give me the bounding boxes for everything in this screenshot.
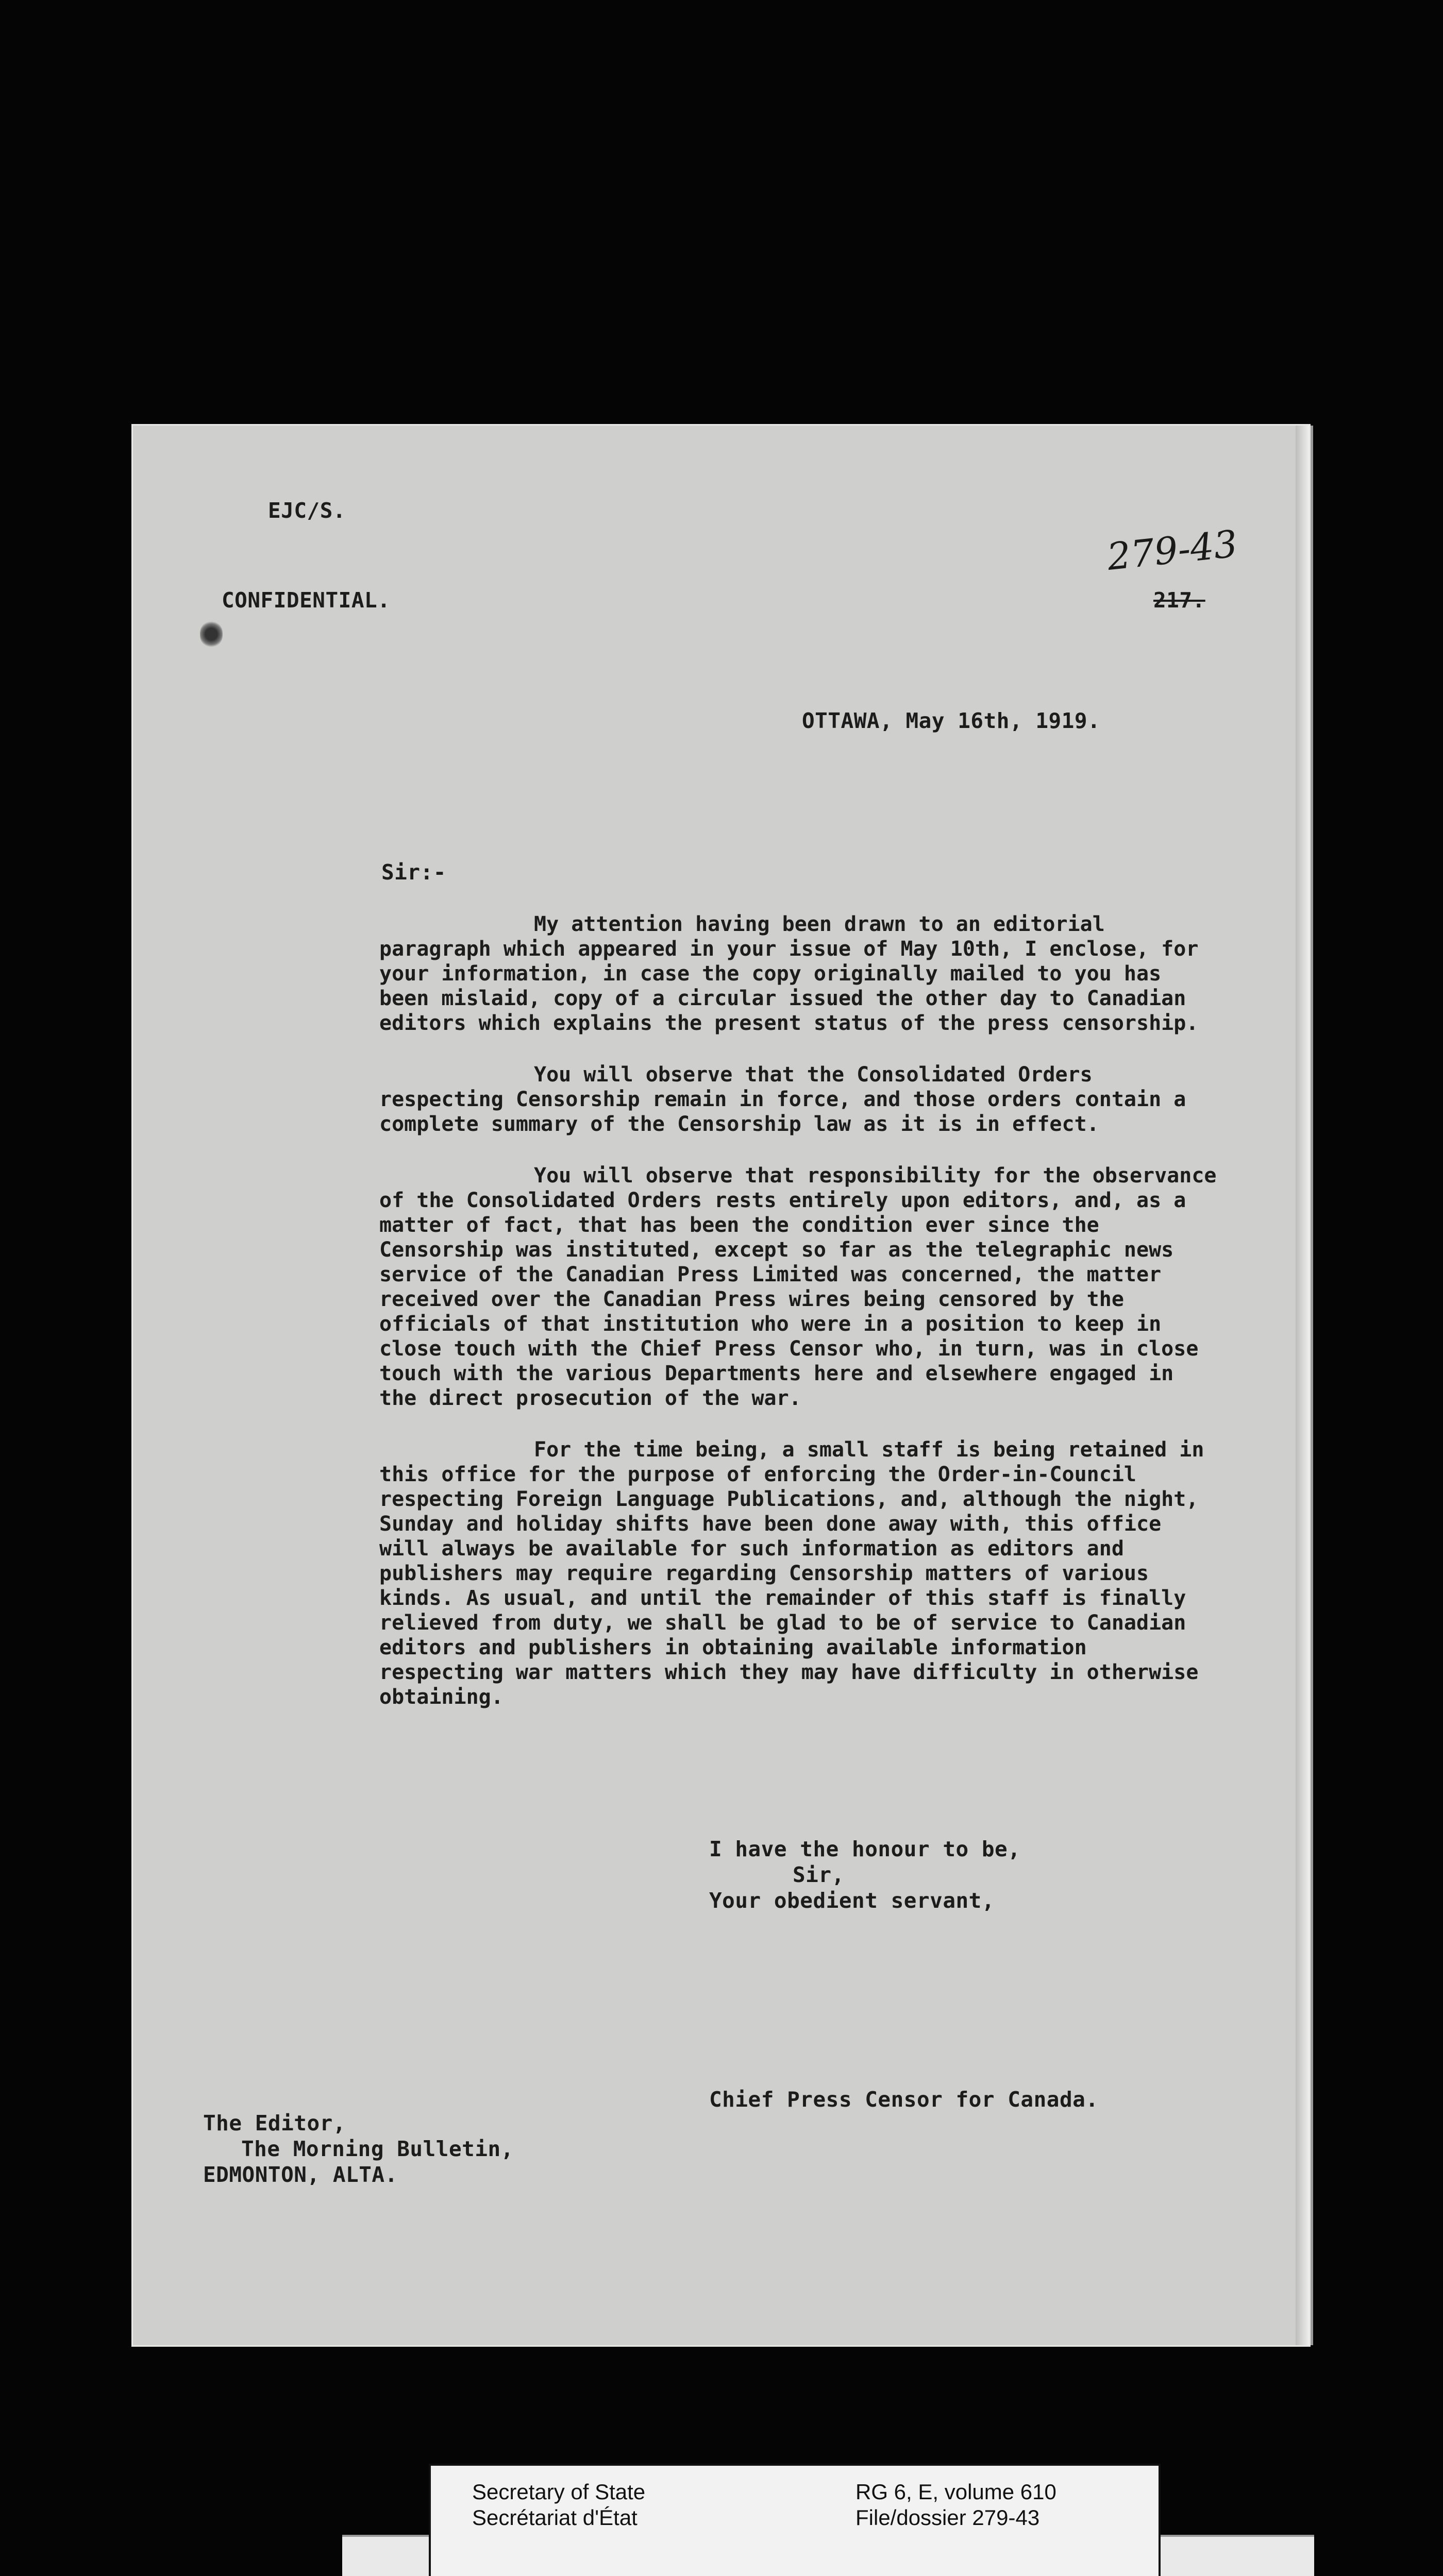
label-file: File/dossier 279-43 xyxy=(855,2505,1040,2530)
label-dept-en: Secretary of State xyxy=(472,2480,646,2504)
letter-body xyxy=(379,912,1219,1736)
reference-initials: EJC/S. xyxy=(268,498,346,523)
paragraph-4: For the time being, a small staff is being retained in this office for the purpose of enforcing the Order-in-Council respecting Foreign Language Publications, and, although the night, Sunday and holiday shifts have been done away with, this office will always be available for such information as editors and publishers may require regarding Censorship matters of various kinds. As usual, and until the remainder of this staff is finally relieved from duty, we shall be glad to be of service to Canadian editors and publishers in obtaining available information respecting war matters which they may have difficulty in otherwise obtaining. xyxy=(379,1438,1204,1709)
paragraph-3: You will observe that responsibility for the observance of the Consolidated Orders rests entirely upon editors, and, as a matter of fact, that has been the condition ever since the Censorship was instituted, except so far as the telegraphic news service of the Canadian Press Limited was concerned, the matter received over the Canadian Press wires being censored by the officials of that institution who were in a position to keep in close touch with the Chief Press Censor who, in turn, was in close touch with the various Departments here and elsewhere engaged in the direct prosecution of the war. xyxy=(379,1164,1217,1410)
salutation: Sir:- xyxy=(381,860,446,885)
closing-line-3: Your obedient servant, xyxy=(709,1888,995,1913)
addressee-line-1: The Editor, xyxy=(203,2111,346,2136)
closing-line-1: I have the honour to be, xyxy=(709,1837,1021,1861)
paragraph-2: You will observe that the Consolidated Orders respecting Censorship remain in force, and those orders contain a complete summary of the Censorship law as it is in effect. xyxy=(379,1063,1186,1136)
archive-label xyxy=(429,2464,1161,2576)
handwritten-file-number: 279-43 xyxy=(1105,521,1240,579)
label-dept-fr: Secrétariat d'État xyxy=(472,2505,637,2530)
closing-line-2: Sir, xyxy=(793,1862,845,1887)
typed-file-number: 217. xyxy=(1153,588,1205,613)
paragraph-1: My attention having been drawn to an editorial paragraph which appeared in your issue of May 10th, I enclose, for your information, in case the copy originally mailed to you has been mislaid, copy of a circular issued the other day to Canadian editors which explains the present status of the press censorship. xyxy=(379,912,1199,1035)
confidential-heading: CONFIDENTIAL. xyxy=(222,588,391,613)
dateline: OTTAWA, May 16th, 1919. xyxy=(802,708,1101,733)
ink-smudge xyxy=(200,621,223,647)
letter-page xyxy=(133,426,1309,2345)
addressee-line-2: The Morning Bulletin, xyxy=(241,2137,514,2161)
label-reference: RG 6, E, volume 610 xyxy=(855,2480,1056,2504)
signature-title: Chief Press Censor for Canada. xyxy=(709,2087,1099,2112)
page-edge xyxy=(1296,426,1309,2345)
addressee-line-3: EDMONTON, ALTA. xyxy=(203,2162,398,2187)
